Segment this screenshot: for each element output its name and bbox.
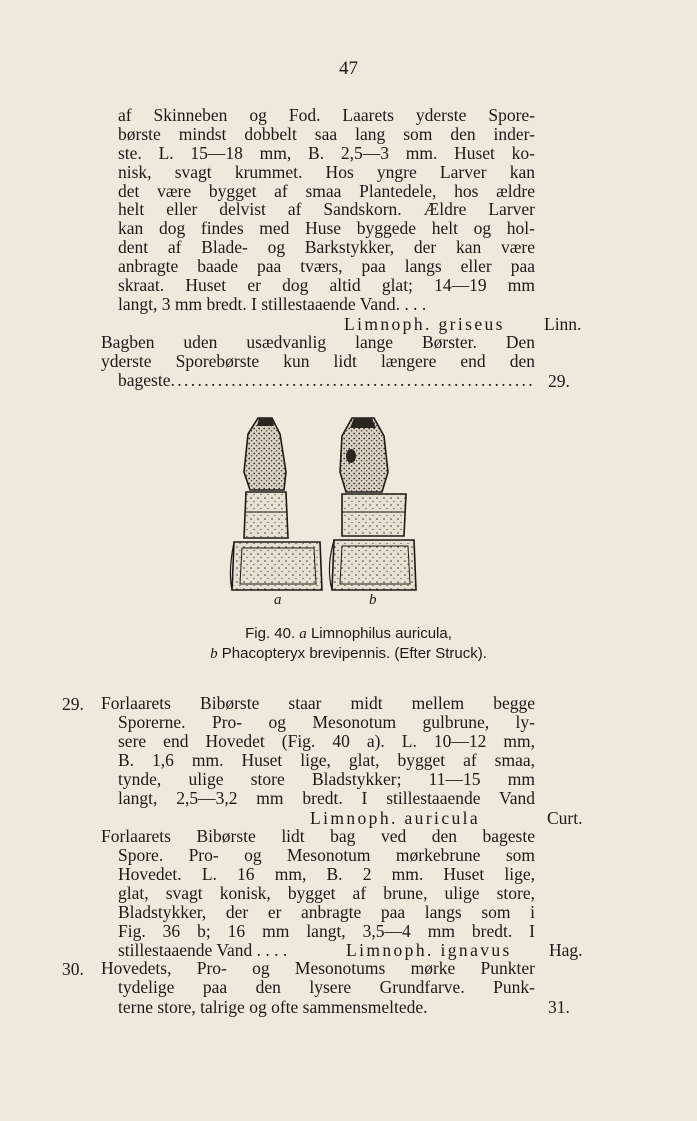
text-line: sere end Hovedet (Fig. 40 a). L. 10—12 mm, bbox=[118, 730, 535, 751]
key30-last-line: terne store, talrige og ofte sammensmeltede. bbox=[118, 997, 428, 1017]
text-line: Fig. 36 b; 16 mm langt, 3,5—4 mm bredt. I bbox=[118, 920, 535, 941]
larva-a-drawing bbox=[230, 418, 322, 590]
key30-first-line bbox=[101, 959, 535, 978]
text-line: nisk, svagt krummet. Hos yngre Larver kan bbox=[118, 161, 535, 182]
figure-label-b: b bbox=[369, 592, 377, 608]
text-line: dent af Blade- og Barkstykker, der kan være bbox=[118, 237, 535, 258]
leader-dots bbox=[170, 371, 535, 390]
text-line: tynde, ulige store Bladstykker; 11—15 mm bbox=[118, 768, 535, 789]
text-line: børste mindst dobbelt saa lang som den inder- bbox=[118, 123, 535, 144]
alt-last-line bbox=[118, 371, 535, 390]
caption-species-b: Phacopteryx brevipennis. (Efter Struck). bbox=[221, 645, 487, 662]
species-auricula: Limnoph. auricula bbox=[310, 808, 481, 828]
alt-paragraph bbox=[101, 333, 535, 371]
key-number-29: 29. bbox=[62, 694, 84, 714]
text-line: tydelige paa den lysere Grundfarve. Punk- bbox=[118, 977, 535, 997]
text-line: yderste Sporebørste kun lidt længere end den bbox=[101, 350, 535, 371]
author-curt: Curt. bbox=[547, 808, 583, 828]
species-ignavus: Limnoph. ignavus bbox=[346, 940, 512, 960]
caption-letter-b: b bbox=[210, 646, 218, 662]
author-linn: Linn. bbox=[544, 314, 582, 334]
text-line: Hovedets, Pro- og Mesonotums mørke Punkter bbox=[101, 958, 535, 978]
text-line: langt, 3 mm bredt. I stillestaaende Vand. . . . bbox=[118, 293, 427, 314]
key29b-lines bbox=[118, 846, 535, 940]
text-line: langt, 2,5—3,2 mm bredt. I stillestaaende Vand bbox=[118, 787, 535, 808]
author-hag: Hag. bbox=[549, 940, 583, 960]
text-line: glat, svagt konisk, bygget af brune, ulige store, bbox=[118, 882, 535, 903]
caption-letter-a: a bbox=[299, 626, 307, 642]
text-line: skraat. Huset er dog altid glat; 14—19 mm bbox=[118, 275, 535, 296]
text-line: kan dog findes med Huse byggede helt og hol- bbox=[118, 218, 535, 239]
text-line: Bagben uden usædvanlig lange Børster. Den bbox=[101, 332, 535, 352]
text-line: anbragte baade paa tværs, paa langs eller paa bbox=[118, 256, 535, 277]
page-number: 47 bbox=[339, 58, 358, 79]
ref-29: 29. bbox=[548, 371, 570, 391]
text-line: Hovedet. L. 16 mm, B. 2 mm. Huset lige, bbox=[118, 863, 535, 884]
key29-first-line bbox=[101, 694, 535, 713]
key29b-last-prefix: stillestaaende Vand . . . . bbox=[118, 940, 288, 960]
figure-larvae bbox=[228, 412, 428, 612]
text-line: ste. L. 15—18 mm, B. 2,5—3 mm. Huset ko- bbox=[118, 142, 535, 163]
caption-species-a: Limnophilus auricula, bbox=[310, 625, 452, 642]
text-line: Spore. Pro- og Mesonotum mørkebrune som bbox=[118, 845, 535, 865]
key-number-30: 30. bbox=[62, 959, 84, 979]
key29b-first-line bbox=[101, 827, 535, 846]
figure-caption-line1 bbox=[0, 625, 697, 643]
larva-b-drawing bbox=[329, 418, 416, 590]
text-line: helt eller delvist af Sandskorn. Ældre Larver bbox=[118, 199, 535, 220]
alt-last-text: bageste bbox=[118, 370, 171, 390]
key29-lines bbox=[118, 713, 535, 807]
text-line: Forlaarets Bibørste staar midt mellem begge bbox=[101, 693, 535, 713]
text-line: Bladstykker, der er anbragte paa langs som i bbox=[118, 901, 535, 922]
top-paragraph bbox=[118, 106, 535, 314]
text-line: Sporerne. Pro- og Mesonotum gulbrune, ly- bbox=[118, 712, 535, 732]
text-line: det være bygget af smaa Plantedele, hos ældre bbox=[118, 180, 535, 201]
figure-label-a: a bbox=[274, 592, 282, 608]
species-griseus: Limnoph. griseus bbox=[344, 314, 505, 334]
key30-lines bbox=[118, 978, 535, 997]
figure-caption-line2 bbox=[0, 645, 697, 663]
text-line: Forlaarets Bibørste lidt bag ved den bageste bbox=[101, 826, 535, 846]
caption-fig-number: Fig. 40. bbox=[245, 625, 296, 642]
text-line: B. 1,6 mm. Huset lige, glat, bygget af smaa, bbox=[118, 749, 535, 770]
text-line: af Skinneben og Fod. Laarets yderste Spore- bbox=[118, 105, 535, 125]
ref-31: 31. bbox=[548, 997, 570, 1017]
